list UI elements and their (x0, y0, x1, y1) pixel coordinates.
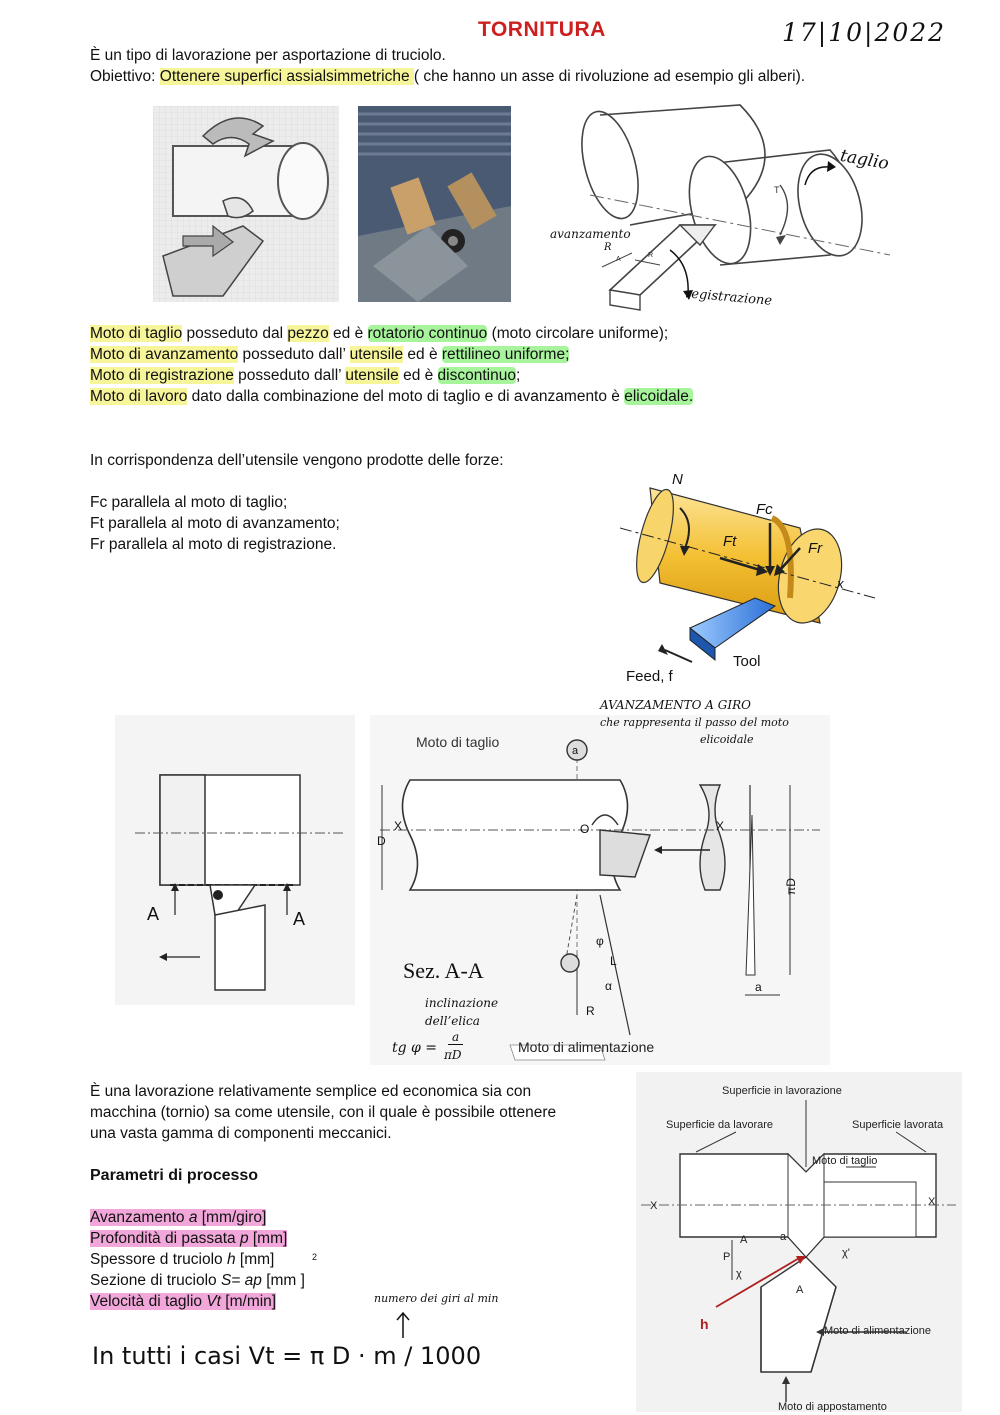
annotation-elicoidale: elicoidale (700, 733, 754, 746)
intro-obiettivo-suffix: ( che hanno un asse di rivoluzione ad esempio gli alberi). (413, 68, 806, 85)
label-Ft: Ft (723, 533, 737, 550)
label-Fc: Fc (756, 501, 773, 518)
param-profondita-symbol: p (239, 1230, 249, 1247)
param-avanzamento-symbol: a (188, 1209, 198, 1226)
force-fr: Fr parallela al moto di registrazione. (90, 536, 337, 553)
param-profondita-unit: [mm] (248, 1230, 288, 1247)
intro-obiettivo-label: Obiettivo: (90, 68, 160, 85)
param-profondita-name: Profondità di passata (90, 1230, 240, 1247)
label-moto-appostamento: Moto di appostamento (778, 1401, 887, 1412)
label-moto-taglio: Moto di taglio (416, 734, 500, 750)
param-avanzamento (90, 1207, 266, 1228)
label-x-right: X (928, 1196, 936, 1208)
label-N: N (672, 471, 683, 488)
annotation-avanzamento-letter: R (604, 242, 612, 253)
label-moto-alimentazione: Moto di alimentazione (518, 1039, 655, 1055)
label-a: a (780, 1231, 787, 1243)
motion-taglio-text3: (moto circolare uniforme); (487, 325, 669, 342)
motion-line-taglio (90, 323, 668, 344)
label-tool: Tool (733, 653, 761, 670)
cutting-surfaces-diagram (636, 1072, 962, 1412)
turning-diagram-motions (540, 95, 900, 315)
param-avanzamento-name: Avanzamento (90, 1209, 189, 1226)
label-R: R (586, 1004, 595, 1018)
label-X-right: X (716, 819, 725, 833)
forces-intro: In corrispondenza dell’utensile vengono prodotte delle forze: (90, 452, 504, 469)
helix-diagram (370, 715, 830, 1065)
label-R: R (648, 252, 654, 259)
label-a-circle: a (572, 745, 579, 757)
param-velocita (90, 1291, 276, 1312)
label-feed: Feed, f (626, 668, 673, 685)
label-moto-alimentazione: Moto di alimentazione (824, 1325, 932, 1337)
motion-taglio-type: rotatorio continuo (367, 325, 488, 342)
arrow-up-icon (393, 1310, 413, 1340)
param-spessore-symbol: h (227, 1251, 236, 1268)
param-profondita (90, 1228, 287, 1249)
annotation-passo: che rappresenta il passo del moto (600, 716, 789, 729)
param-velocita-symbol: Vt (206, 1293, 221, 1310)
motion-registrazione-text1: posseduto dall’ (233, 367, 346, 384)
formula-vt: In tutti i casi Vt = π D · m / 1000 (92, 1342, 482, 1370)
label-superficie-lavorata: Superficie lavorata (852, 1119, 944, 1131)
annotation-inclinazione: inclinazione (425, 996, 499, 1010)
label-x: x (837, 576, 844, 591)
label-L: L (610, 954, 617, 968)
section-aa-left-image (115, 715, 355, 1005)
label-p: P (723, 1251, 731, 1263)
motion-registrazione-type: discontinuo (437, 367, 516, 384)
motion-registrazione-utensile: utensile (345, 367, 399, 384)
label-x-left: X (650, 1200, 658, 1212)
label-A-left: A (147, 904, 160, 924)
param-sezione-symbol: S= ap (220, 1272, 262, 1289)
label-piD: πD (784, 878, 798, 895)
label-chi-prime: χ' (842, 1247, 850, 1259)
annotation-avanzamento: avanzamento (550, 227, 631, 241)
label-alpha: α (605, 979, 612, 993)
force-fc: Fc parallela al moto di taglio; (90, 494, 288, 511)
annotation-formula-num: a (448, 1030, 463, 1045)
motion-line-avanzamento (90, 344, 569, 365)
annotation-numero-giri: numero dei giri al min (374, 1292, 499, 1305)
param-spessore (90, 1249, 274, 1270)
label-sez-aa: Sez. A-A (403, 958, 484, 983)
motion-avanzamento-utensile: utensile (349, 346, 404, 363)
label-A-bottom: A (796, 1284, 804, 1296)
motion-taglio-pezzo: pezzo (287, 325, 329, 342)
param-spessore-name: Spessore d truciolo (90, 1251, 227, 1268)
motion-taglio-name: Moto di taglio (90, 325, 183, 342)
motion-taglio-text2: ed è (328, 325, 368, 342)
param-velocita-name: Velocità di taglio (90, 1293, 207, 1310)
intro-line-2 (90, 66, 805, 87)
param-sezione-name: Sezione di truciolo (90, 1272, 221, 1289)
label-superficie-lavorazione: Superficie in lavorazione (722, 1085, 842, 1097)
param-sezione (90, 1270, 305, 1291)
label-superficie-lavorare: Superficie da lavorare (666, 1119, 774, 1131)
label-T: T (774, 185, 780, 195)
label-X-left: X (394, 819, 403, 833)
label-A: A (616, 256, 621, 263)
turning-photo-image (358, 106, 511, 302)
annotation-formula-lhs: tg φ = (392, 1040, 438, 1056)
label-O: O (580, 822, 590, 836)
force-ft: Ft parallela al moto di avanzamento; (90, 515, 340, 532)
param-spessore-superscript: 2 (312, 1252, 318, 1262)
description-line-2: macchina (tornio) sa come utensile, con il quale è possibile ottenere (90, 1104, 557, 1121)
label-chi: χ (736, 1268, 742, 1280)
motion-avanzamento-text2: ed è (403, 346, 442, 363)
annotation-avanzamento-giro: AVANZAMENTO A GIRO (600, 698, 751, 712)
motion-line-registrazione (90, 365, 520, 386)
label-D: D (377, 834, 386, 848)
description-line-1: È una lavorazione relativamente semplice ed economica sia con (90, 1083, 532, 1100)
label-A-top: A (740, 1234, 748, 1246)
annotation-taglio: taglio (838, 145, 891, 175)
motion-line-lavoro (90, 386, 693, 407)
annotation-formula-den: πD (444, 1048, 462, 1062)
annotation-elica: dell’elica (425, 1014, 480, 1028)
param-spessore-unit: [mm] (235, 1251, 275, 1268)
intro-line-1: È un tipo di lavorazione per asportazione di truciolo. (90, 47, 446, 64)
motion-registrazione-text3: ; (515, 367, 521, 384)
param-avanzamento-unit: [mm/giro] (197, 1209, 267, 1226)
motion-avanzamento-name: Moto di avanzamento (90, 346, 239, 363)
date-handwritten: 17|10|2022 (782, 18, 947, 47)
label-h: h (700, 1316, 709, 1332)
label-moto-taglio: Moto di taglio (812, 1155, 878, 1167)
motion-registrazione-text2: ed è (398, 367, 438, 384)
motion-lavoro-name: Moto di lavoro (90, 388, 188, 405)
description-line-3: una vasta gamma di componenti meccanici. (90, 1125, 392, 1142)
param-velocita-unit: [m/min] (220, 1293, 277, 1310)
label-Fr: Fr (808, 540, 823, 557)
motion-lavoro-type: elicoidale. (624, 388, 694, 405)
param-sezione-unit: [mm ] (261, 1272, 305, 1289)
page-title: TORNITURA (478, 18, 606, 41)
turning-sketch-image (153, 106, 339, 302)
motion-registrazione-name: Moto di registrazione (90, 367, 234, 384)
motion-avanzamento-text1: posseduto dall’ (238, 346, 350, 363)
label-phi: φ (596, 934, 604, 948)
params-heading: Parametri di processo (90, 1167, 259, 1184)
annotation-registrazione: registrazione (684, 286, 773, 309)
intro-obiettivo-highlight: Ottenere superfici assialsimmetriche (159, 68, 414, 85)
motion-lavoro-text1: dato dalla combinazione del moto di taglio e di avanzamento è (187, 388, 625, 405)
label-A-right: A (293, 909, 306, 929)
cutting-forces-diagram (620, 448, 880, 688)
motion-taglio-text1: posseduto dal (182, 325, 288, 342)
label-a-bottom: a (755, 980, 762, 994)
motion-avanzamento-type: rettilineo uniforme; (441, 346, 570, 363)
